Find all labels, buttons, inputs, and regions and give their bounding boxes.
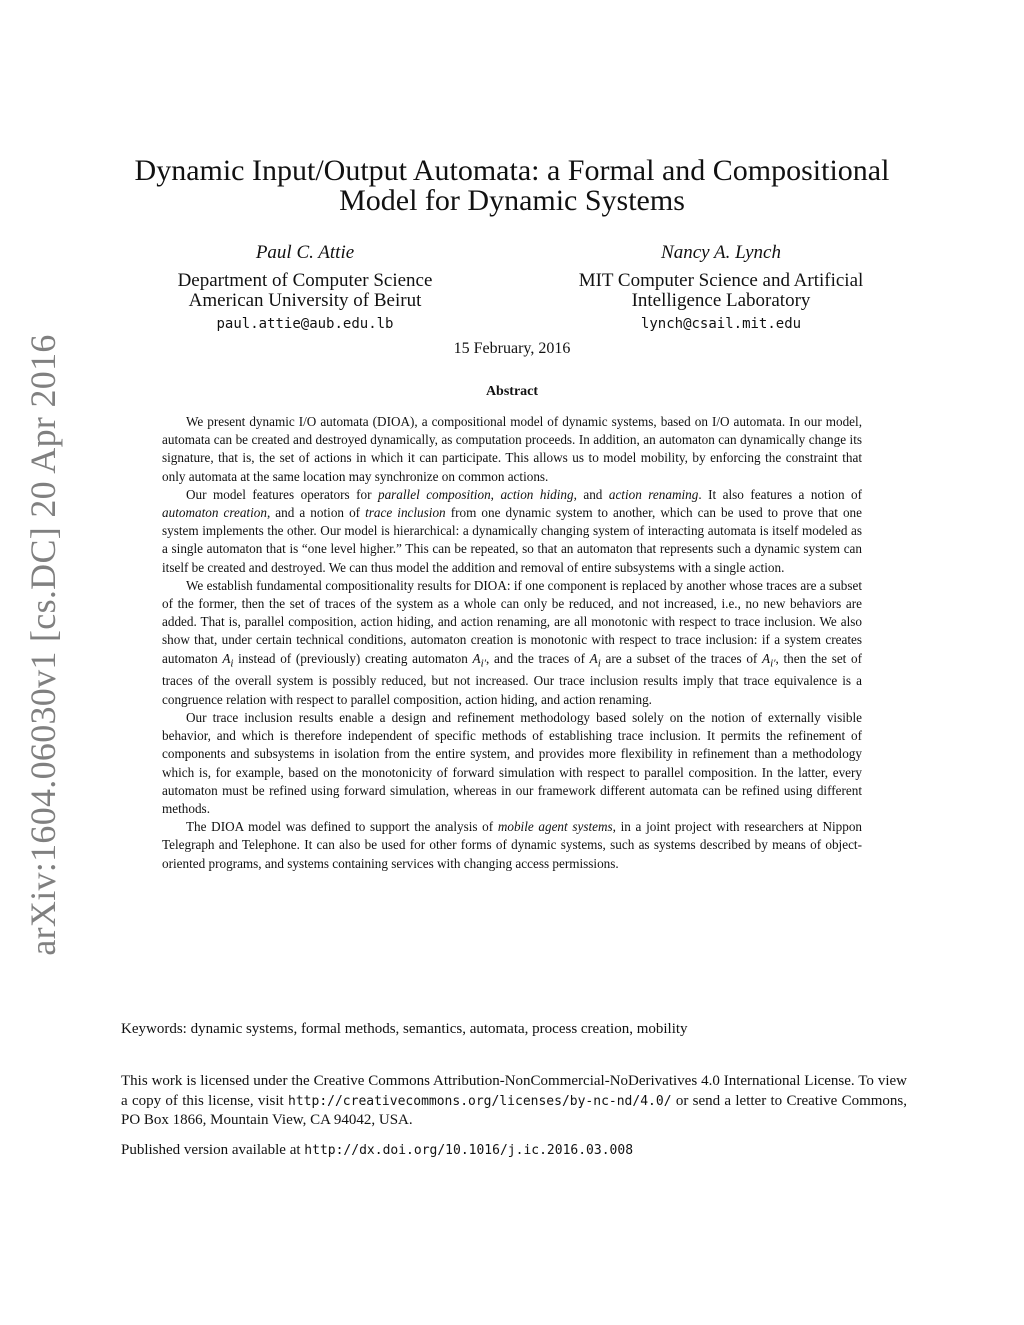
abstract-paragraph bbox=[162, 413, 862, 486]
math-symbol: $A_{i'}$ bbox=[472, 650, 487, 670]
author-block-attie bbox=[95, 243, 515, 334]
paper-title bbox=[0, 156, 1024, 216]
abstract-paragraph bbox=[162, 818, 862, 873]
emphasis-term: mobile agent systems bbox=[497, 819, 613, 835]
title-line-1: Dynamic Input/Output Automata: a Formal and Compositional bbox=[134, 154, 890, 187]
author-name: Nancy A. Lynch bbox=[661, 242, 781, 263]
published-version bbox=[121, 1142, 907, 1159]
math-symbol: $A_{i'}$ bbox=[762, 650, 776, 670]
abstract-text: , and the traces of bbox=[486, 650, 590, 666]
abstract-text: Our model features operators for bbox=[186, 486, 378, 502]
published-label: Published version available at bbox=[121, 1142, 305, 1158]
author-affiliation: Intelligence Laboratory bbox=[631, 290, 811, 311]
license-url-link[interactable]: http://creativecommons.org/licenses/by-nc-nd/4.0/ bbox=[288, 1093, 672, 1109]
title-line-2: Model for Dynamic Systems bbox=[339, 184, 685, 217]
abstract-paragraph bbox=[162, 709, 862, 818]
abstract-text: , then the set of traces of the overall system is possibly reduced, but not increased. Our trace inclusion results imply that trace equivalence is a congruence relation with respect to parallel composition, action hiding, and action renaming. bbox=[162, 650, 863, 707]
abstract-paragraph bbox=[162, 577, 862, 709]
abstract-text: instead of (previously) creating automaton bbox=[233, 650, 473, 666]
math-symbol: $A_i$ bbox=[589, 650, 601, 670]
license-text: or send a letter to Creative Commons, PO Box 1866, Mountain View, CA 94042, USA. bbox=[121, 1092, 907, 1128]
abstract-body bbox=[162, 413, 862, 873]
abstract-heading: Abstract bbox=[485, 384, 539, 399]
abstract-text: from one dynamic system to another, which can be used to prove that one system implements the other. Our model is hierarchical: a dynamically changing system of interacting automata is itself modeled as a single automaton that is “one level higher.” This can be repeated, so that an automaton that represents such a dynamic system can itself be created and destroyed. We can thus model the addition and removal of entire subsystems with a single action. bbox=[162, 505, 862, 575]
abstract-text: We establish fundamental compositionality results for DIOA: if one component is replaced by another whose traces are a subset of the former, then the set of traces of the system as a whole can only be reduced, and not increased, i.e., no new behaviors are added. That is, parallel composition, action hiding, and action renaming, are all monotonic with respect to trace inclusion. We also show that, under certain technical conditions, automaton creation is monotonic with respect to trace inclusion: if a system creates automaton bbox=[162, 577, 862, 666]
abstract-text: , in a joint project with researchers at Nippon Telegraph and Telephone. It can also be used for other forms of dynamic systems, such as systems described by means of object-oriented programs, and systems containing services with changing access permissions. bbox=[162, 819, 863, 871]
emphasis-term: automaton creation bbox=[162, 505, 267, 521]
keywords: Keywords: dynamic systems, formal methods, semantics, automata, process creation, mobility bbox=[121, 1021, 688, 1037]
abstract-text: are a subset of the traces of bbox=[600, 650, 762, 666]
emphasis-term: action hiding bbox=[500, 486, 574, 502]
abstract-text: The DIOA model was defined to support the analysis of bbox=[186, 819, 498, 835]
emphasis-term: parallel composition bbox=[377, 486, 491, 502]
author-email[interactable]: paul.attie@aub.edu.lb bbox=[216, 316, 394, 332]
author-affiliation: Department of Computer Science bbox=[177, 270, 433, 291]
author-affiliation: American University of Beirut bbox=[188, 290, 422, 311]
abstract-text: , and a notion of bbox=[266, 505, 366, 521]
author-affiliation: MIT Computer Science and Artificial bbox=[578, 270, 864, 291]
abstract-text: . It also features a notion of bbox=[698, 486, 863, 502]
author-name: Paul C. Attie bbox=[255, 242, 355, 263]
doi-link[interactable]: http://dx.doi.org/10.1016/j.ic.2016.03.008 bbox=[304, 1143, 634, 1158]
emphasis-term: action renaming bbox=[608, 486, 699, 502]
license-notice bbox=[121, 1072, 907, 1131]
abstract-text: , and bbox=[573, 486, 609, 502]
abstract-text: We present dynamic I/O automata (DIOA), a compositional model of dynamic systems, based on I/O automata. In our model, automata can be created and destroyed dynamically, as computation proceeds. In addition, an automaton can dynamically change its signature, that is, the set of actions in which it can participate. This allows us to model mobility, by enforcing the constraint that only automata at the same location may synchronize on common actions. bbox=[162, 414, 862, 484]
abstract-text: Our trace inclusion results enable a design and refinement methodology based solely on the notion of externally visible behavior, and which is therefore independent of specific methods of establishing trace inclusion. It permits the refinement of components and subsystems in isolation from the entire system, and provides more flexibility in refinement than a methodology which is, for example, based on the monotonicity of forward simulation with respect to parallel composition. In the latter, every automaton must be refined using forward simulation, whereas in our framework different automata can be refined using different methods. bbox=[162, 709, 862, 816]
publication-date: 15 February, 2016 bbox=[453, 340, 571, 357]
abstract-text: , bbox=[490, 486, 501, 502]
arxiv-identifier: arXiv:1604.06030v1 [cs.DC] 20 Apr 2016 bbox=[23, 334, 63, 956]
math-symbol: $A_i$ bbox=[222, 650, 234, 670]
emphasis-term: trace inclusion bbox=[365, 505, 446, 521]
license-text: This work is licensed under the Creative Commons Attribution-NonCommercial-NoDerivatives 4.0 International License. To view a copy of this license, visit bbox=[121, 1073, 907, 1109]
abstract-paragraph bbox=[162, 486, 862, 577]
author-block-lynch bbox=[511, 243, 931, 334]
author-email[interactable]: lynch@csail.mit.edu bbox=[640, 316, 802, 332]
